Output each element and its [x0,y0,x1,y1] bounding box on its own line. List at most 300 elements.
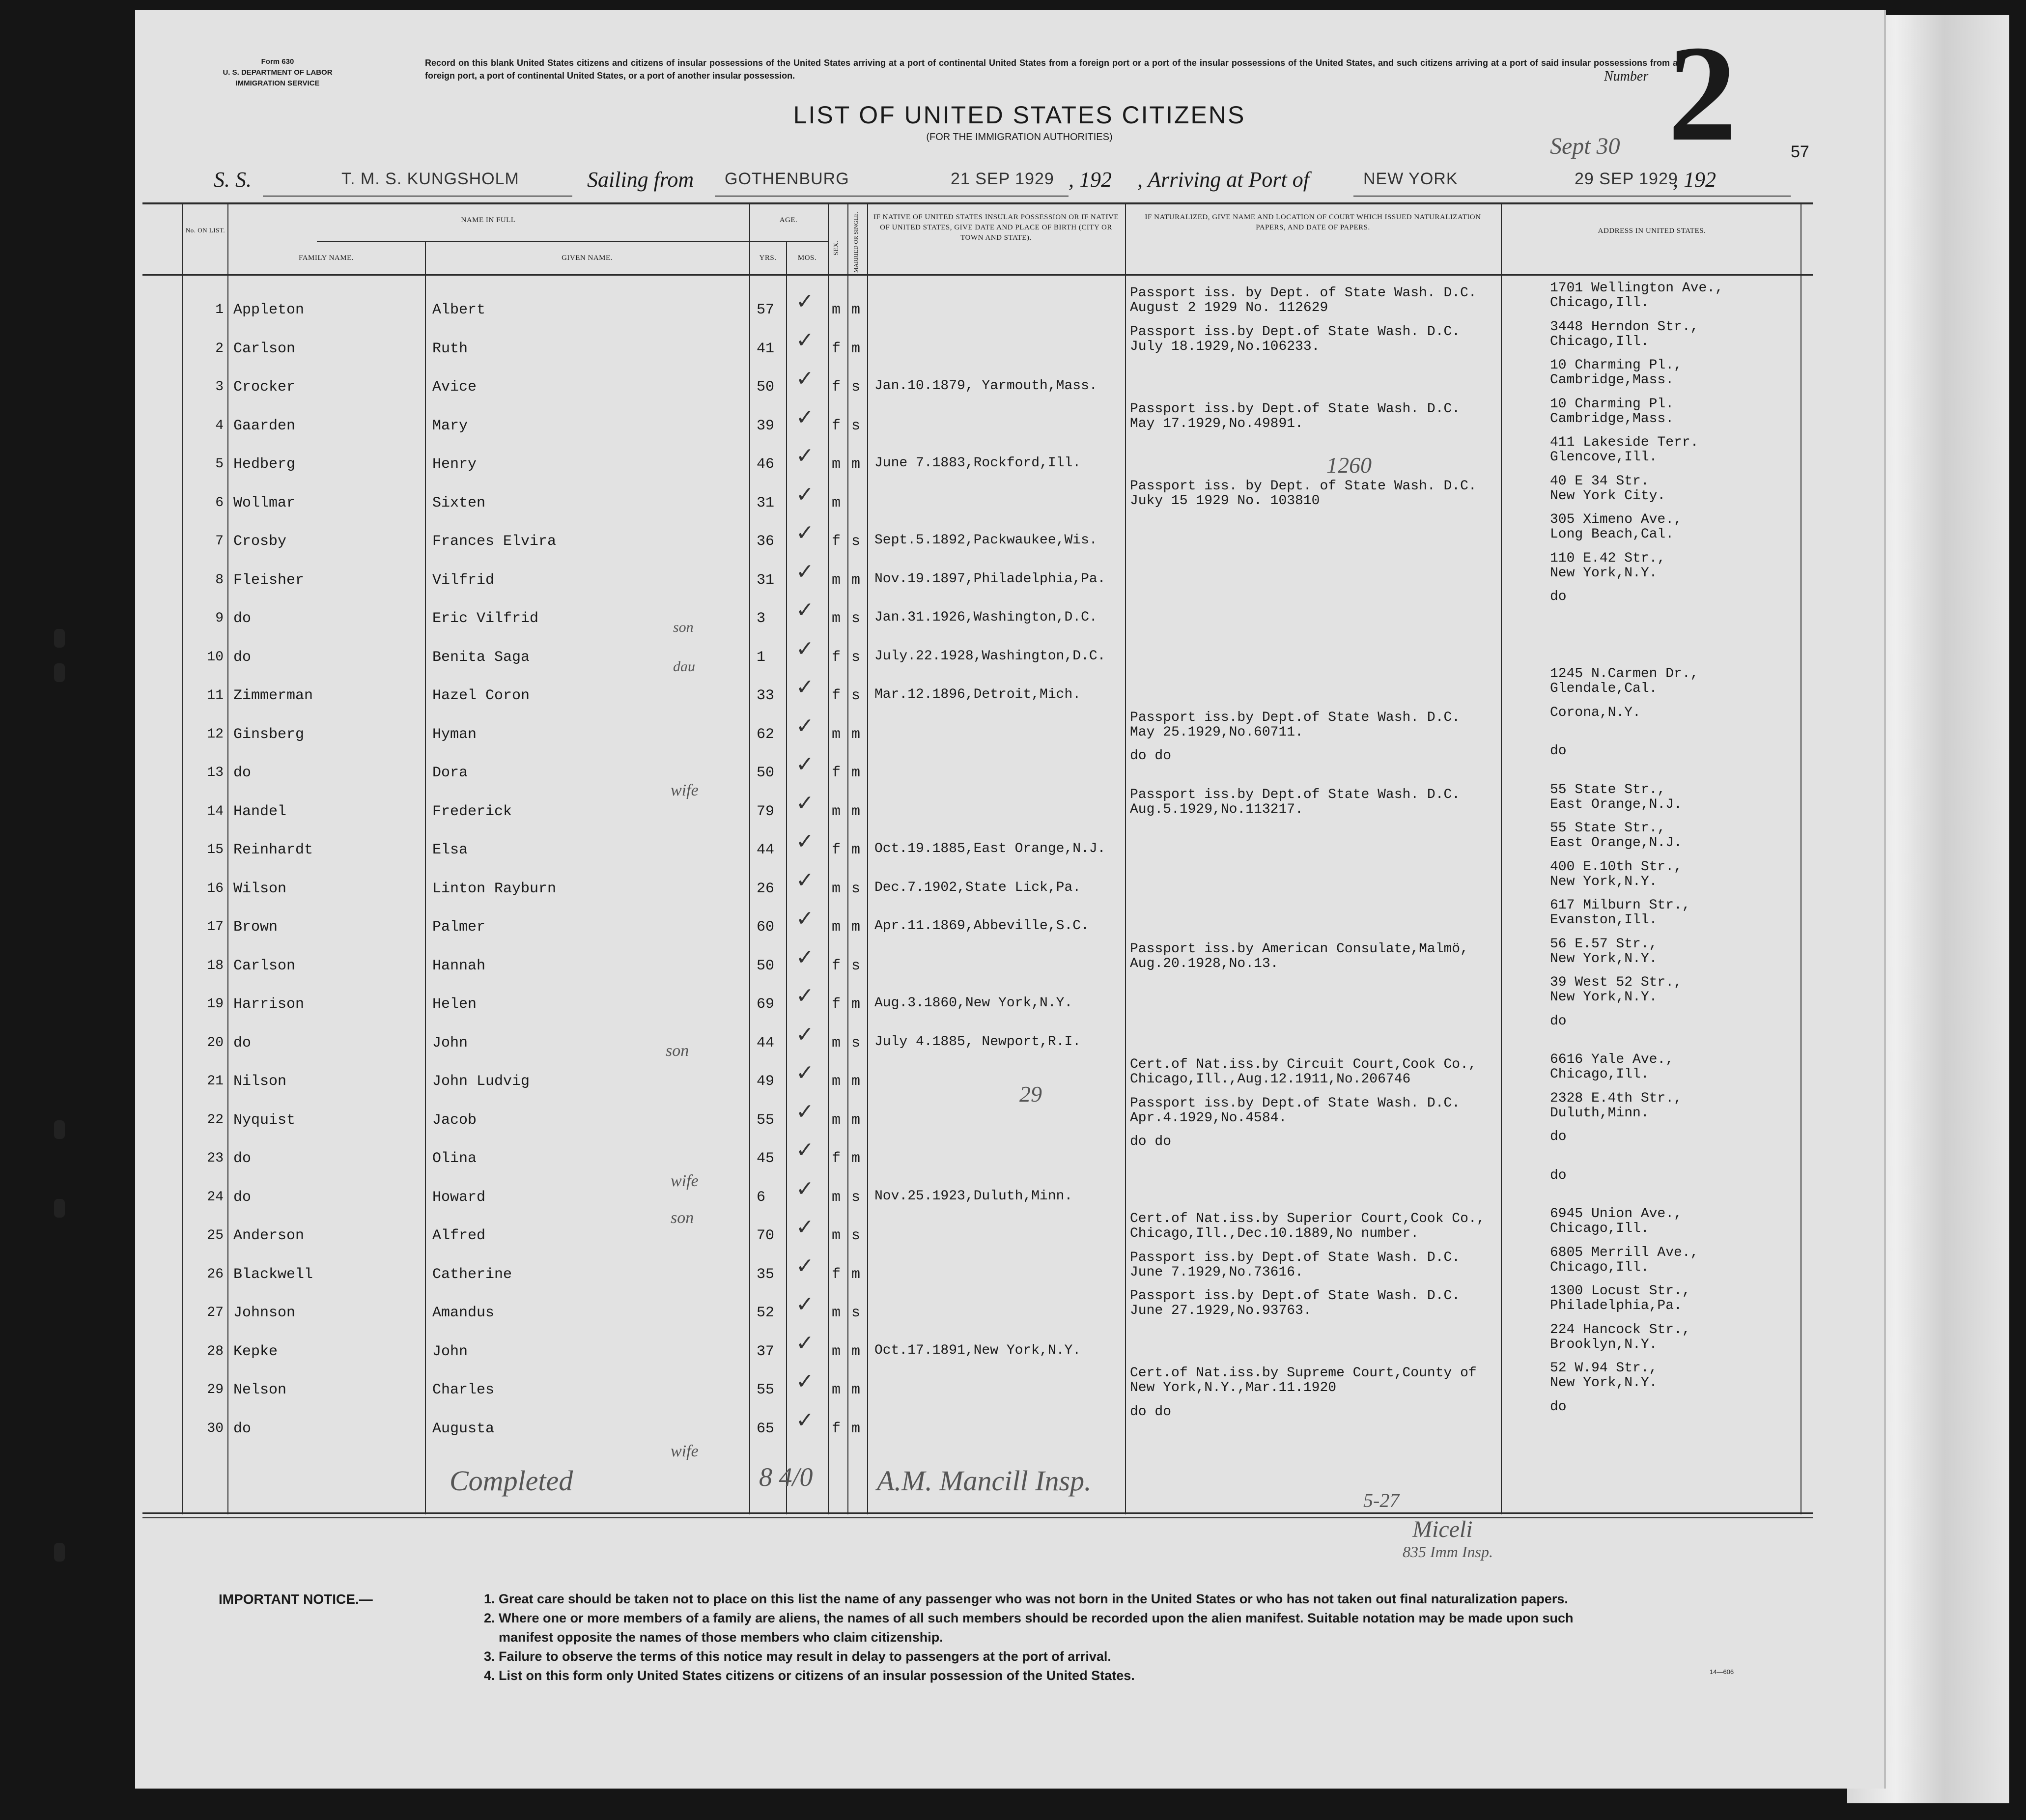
sex: f [832,1150,841,1167]
address-line: Corona,N.Y. [1550,705,1641,720]
family-name: do [233,765,252,781]
year-suffix: , 192 [1069,168,1112,192]
check-mark-icon: ✓ [796,560,814,584]
birth-date-place: July 4.1885, Newport,R.I. [874,1034,1081,1050]
sex: m [832,302,841,318]
sex: f [832,341,841,357]
address-line: 617 Milburn Str., [1550,898,1690,913]
given-name: Mary [432,418,468,434]
address-line: 224 Hancock Str., [1550,1322,1690,1337]
given-name: Catherine [432,1266,512,1283]
address-line: New York,N.Y. [1550,951,1658,967]
naturalization-papers: New York,N.Y.,Mar.11.1920 [1130,1380,1337,1395]
check-mark-icon: ✓ [796,1061,814,1085]
given-name: Albert [432,302,486,318]
naturalization-papers: Aug.20.1928,No.13. [1130,956,1279,971]
marital-status: m [851,765,861,781]
notice-label: IMPORTANT NOTICE.— [219,1592,373,1607]
check-mark-icon: ✓ [796,984,814,1008]
relation-note: wife [671,1442,699,1460]
binder-hole [54,1543,65,1562]
naturalization-papers: August 2 1929 No. 112629 [1130,300,1328,315]
year-suffix: , 192 [1673,168,1716,192]
age-years: 49 [757,1073,775,1090]
given-name: Elsa [432,842,468,858]
given-name: Olina [432,1150,477,1167]
notice-item: 2. Where one or more members of a family are aliens, the names of all such members should be recorded upon the alien manifest. Suitable notation may be made upon such [484,1611,1574,1625]
binder-hole [54,663,65,682]
sex: m [832,881,841,897]
address-line: New York,N.Y. [1550,566,1658,581]
birth-date-place: Nov.19.1897,Philadelphia,Pa. [874,571,1106,587]
check-mark-icon: ✓ [796,521,814,545]
family-name: do [233,1189,252,1206]
check-mark-icon: ✓ [796,1100,814,1124]
address-line: 56 E.57 Str., [1550,937,1658,952]
departure-date: 21 SEP 1929 [951,170,1054,188]
relation-note: dau [673,658,695,675]
signature: Miceli [1412,1516,1473,1542]
row-number: 3 [215,379,224,395]
row-number: 20 [207,1035,224,1051]
address-line: 1300 Locust Str., [1550,1283,1690,1299]
row-number: 1 [215,302,224,317]
age-years: 65 [757,1421,775,1437]
check-mark-icon: ✓ [796,1254,814,1278]
naturalization-papers: Aug.5.1929,No.113217. [1130,802,1303,817]
address-line: New York,N.Y. [1550,1375,1658,1391]
check-mark-icon: ✓ [796,1138,814,1162]
naturalization-papers: Cert.of Nat.iss.by Supreme Court,County of [1130,1365,1477,1381]
marital-status: m [851,1266,861,1283]
marital-status: m [851,919,861,936]
row-number: 7 [215,534,224,549]
row-number: 2 [215,341,224,356]
row-number: 30 [207,1421,224,1436]
family-name: Zimmerman [233,687,313,704]
check-mark-icon: ✓ [796,1331,814,1355]
ship-name: T. M. S. KUNGSHOLM [341,170,519,188]
sailing-from-label: Sailing from [587,168,694,192]
marital-status: s [851,379,861,396]
address-line: Cambridge,Mass. [1550,411,1674,427]
age-years: 45 [757,1150,775,1167]
sex: m [832,610,841,627]
age-years: 35 [757,1266,775,1283]
check-mark-icon: ✓ [796,675,814,699]
family-name: Ginsberg [233,726,305,743]
list-number: 2 [1668,17,1737,170]
header-given-name: GIVEN NAME. [562,254,613,262]
given-name: Jacob [432,1112,477,1129]
family-name: Johnson [233,1305,296,1321]
naturalization-papers: Passport iss. by Dept. of State Wash. D.C. [1130,479,1477,494]
check-mark-icon: ✓ [796,598,814,622]
address-line: 55 State Str., [1550,782,1666,797]
header-sex: SEX. [833,241,840,256]
naturalization-papers: Passport iss.by Dept.of State Wash. D.C. [1130,324,1461,340]
birth-date-place: Nov.25.1923,Duluth,Minn. [874,1189,1073,1204]
family-name: Wilson [233,881,287,897]
age-years: 50 [757,379,775,396]
check-mark-icon: ✓ [796,907,814,931]
family-name: do [233,610,252,627]
address-line: Chicago,Ill. [1550,1221,1649,1236]
birth-date-place: Sept.5.1892,Packwaukee,Wis. [874,533,1097,548]
given-name: John Ludvig [432,1073,530,1090]
naturalization-papers: Chicago,Ill.,Dec.10.1889,No number. [1130,1226,1419,1241]
marital-status: m [851,996,861,1013]
address-line: Long Beach,Cal. [1550,527,1674,542]
birth-date-place: Jan.10.1879, Yarmouth,Mass. [874,378,1097,394]
sex: m [832,1035,841,1052]
marital-status: s [851,649,861,666]
age-years: 6 [757,1189,766,1206]
age-years: 62 [757,726,775,743]
age-years: 70 [757,1227,775,1244]
check-mark-icon: ✓ [796,289,814,313]
check-mark-icon: ✓ [796,1215,814,1239]
address-line: East Orange,N.J. [1550,835,1682,851]
family-name: Blackwell [233,1266,313,1283]
address-line: Chicago,Ill. [1550,334,1649,349]
marital-status: m [851,1112,861,1129]
sex: f [832,1266,841,1283]
row-number: 12 [207,727,224,742]
given-name: Sixten [432,495,486,512]
row-number: 23 [207,1151,224,1166]
row-number: 16 [207,881,224,896]
row-number: 9 [215,611,224,626]
marital-status: s [851,1227,861,1244]
sex: f [832,996,841,1013]
arriving-label: , Arriving at Port of [1137,168,1309,192]
age-years: 39 [757,418,775,434]
arrival-port: NEW YORK [1363,170,1458,188]
age-years: 52 [757,1305,775,1321]
naturalization-papers: do do [1130,748,1172,764]
form-identifier [174,57,381,89]
age-years: 41 [757,341,775,357]
address-line: 400 E.10th Str., [1550,859,1682,875]
sex: f [832,842,841,858]
family-name: Carlson [233,341,296,357]
sex: m [832,1382,841,1398]
age-years: 55 [757,1112,775,1129]
notice-item: 4. List on this form only United States citizens or citizens of an insular possession of the United States. [484,1668,1135,1683]
address-line: Evanston,Ill. [1550,912,1658,928]
ss-label: S. S. [214,168,252,192]
naturalization-papers: Cert.of Nat.iss.by Circuit Court,Cook Co., [1130,1057,1477,1072]
family-name: Fleisher [233,572,305,589]
given-name: Henry [432,456,477,473]
check-mark-icon: ✓ [796,1177,814,1201]
address-line: 6616 Yale Ave., [1550,1052,1674,1067]
address-line: Cambridge,Mass. [1550,372,1674,388]
family-name: Kepke [233,1343,278,1360]
binder-hole [54,629,65,648]
check-mark-icon: ✓ [796,637,814,661]
naturalization-papers: do do [1130,1134,1172,1149]
marital-status: m [851,1382,861,1398]
birth-date-place: Jan.31.1926,Washington,D.C. [874,610,1097,625]
family-name: Wollmar [233,495,296,512]
sex: m [832,726,841,743]
family-name: Nyquist [233,1112,296,1129]
header-yrs: YRS. [759,254,777,262]
family-name: do [233,649,252,666]
address-line: 10 Charming Pl., [1550,358,1682,373]
family-name: Handel [233,803,287,820]
age-years: 3 [757,610,766,627]
marital-status: m [851,842,861,858]
header-native-birth: IF NATIVE OF UNITED STATES INSULAR POSSESSION OR IF NATIVE OF UNITED STATES, GIVE DATE AND PLACE OF BIRTH (CITY OR TOWN AND STATE). [873,213,1119,242]
marital-status: m [851,302,861,318]
given-name: Hyman [432,726,477,743]
given-name: Dora [432,765,468,781]
birth-date-place: Aug.3.1860,New York,N.Y. [874,995,1073,1011]
inspector-signature: A.M. Mancill Insp. [877,1465,1092,1497]
naturalization-papers: Passport iss.by Dept.of State Wash. D.C. [1130,1250,1461,1265]
address-line: 55 State Str., [1550,821,1666,836]
sex: m [832,495,841,512]
naturalization-papers: Passport iss.by Dept.of State Wash. D.C. [1130,787,1461,802]
row-number: 25 [207,1228,224,1243]
relation-note: wife [671,1172,699,1190]
marital-status: s [851,1189,861,1206]
naturalization-papers: May 17.1929,No.49891. [1130,416,1303,431]
age-years: 44 [757,1035,775,1052]
naturalization-papers: do do [1130,1404,1172,1420]
address-line: New York City. [1550,488,1666,504]
address-line: Brooklyn,N.Y. [1550,1337,1658,1352]
address-line: New York,N.Y. [1550,874,1658,889]
sex: f [832,1421,841,1437]
given-name: Amandus [432,1305,495,1321]
age-years: 46 [757,456,775,473]
naturalization-papers: Passport iss.by Dept.of State Wash. D.C. [1130,401,1461,417]
header-age: AGE. [779,216,798,224]
header-no-on-list: No. ON LIST. [185,227,225,234]
given-name: Frederick [432,803,512,820]
age-years: 60 [757,919,775,936]
family-name: do [233,1035,252,1052]
sex: m [832,572,841,589]
header-naturalized: IF NATURALIZED, GIVE NAME AND LOCATION OF COURT WHICH ISSUED NATURALIZATION PAPERS, AND DATE OF PAPERS. [1145,213,1481,231]
page-subtitle: (FOR THE IMMIGRATION AUTHORITIES) [926,132,1113,142]
sex: m [832,1305,841,1321]
check-mark-icon: ✓ [796,328,814,352]
given-name: Benita Saga [432,649,530,666]
naturalization-papers: June 27.1929,No.93763. [1130,1303,1312,1318]
form-number: Form 630 [261,57,294,66]
given-name: Augusta [432,1421,495,1437]
age-years: 55 [757,1382,775,1398]
check-mark-icon: ✓ [796,405,814,429]
address-line: 40 E 34 Str. [1550,474,1649,489]
family-name: Nilson [233,1073,287,1090]
row-number: 28 [207,1344,224,1359]
row-number: 4 [215,418,224,433]
given-name: Linton Rayburn [432,881,557,897]
row-number: 29 [207,1382,224,1397]
age-years: 79 [757,803,775,820]
given-name: Frances Elvira [432,533,557,550]
arrival-date: 29 SEP 1929 [1575,170,1678,188]
given-name: Ruth [432,341,468,357]
given-name: Hazel Coron [432,687,530,704]
header-mos: MOS. [797,254,817,262]
sex: m [832,1227,841,1244]
naturalization-papers: July 18.1929,No.106233. [1130,339,1320,354]
check-mark-icon: ✓ [796,868,814,892]
given-name: Avice [432,379,477,396]
notice-item: 3. Failure to observe the terms of this notice may result in delay to passengers at the port of arrival. [484,1649,1111,1664]
page-number: 57 [1791,142,1809,161]
age-years: 26 [757,881,775,897]
naturalization-papers: Juky 15 1929 No. 103810 [1130,493,1320,509]
sex: m [832,1073,841,1090]
address-line: do [1550,1168,1567,1183]
address-line: 411 Lakeside Terr. [1550,435,1699,450]
address-line: Glendale,Cal. [1550,681,1658,696]
age-years: 69 [757,996,775,1013]
marital-status: s [851,958,861,974]
service-name: IMMIGRATION SERVICE [235,79,320,87]
age-years: 44 [757,842,775,858]
birth-date-place: Oct.19.1885,East Orange,N.J. [874,841,1106,856]
marital-status: m [851,1150,861,1167]
given-name: Helen [432,996,477,1013]
row-number: 27 [207,1305,224,1320]
naturalization-papers: Cert.of Nat.iss.by Superior Court,Cook Co., [1130,1211,1485,1226]
naturalization-papers: Passport iss.by Dept.of State Wash. D.C. [1130,1288,1461,1304]
address-line: 1245 N.Carmen Dr., [1550,666,1699,682]
sex: m [832,919,841,936]
tally-note: 5-27 [1363,1489,1400,1511]
marital-status: s [851,610,861,627]
birth-date-place: July.22.1928,Washington,D.C. [874,649,1106,664]
marital-status: s [851,881,861,897]
check-mark-icon: ✓ [796,367,814,391]
naturalization-papers: Passport iss.by Dept.of State Wash. D.C. [1130,710,1461,725]
family-name: do [233,1421,252,1437]
signature-note: 835 Imm Insp. [1403,1543,1493,1561]
naturalization-papers: Passport iss.by Dept.of State Wash. D.C. [1130,1096,1461,1111]
address-line: 110 E.42 Str., [1550,551,1666,566]
row-number: 15 [207,842,224,857]
given-name: Alfred [432,1227,486,1244]
check-mark-icon: ✓ [796,483,814,507]
family-name: Crocker [233,379,296,396]
marital-status: m [851,456,861,473]
address-line: 10 Charming Pl. [1550,397,1674,412]
address-line: 6805 Merrill Ave., [1550,1245,1699,1260]
row-number: 18 [207,958,224,973]
sex: m [832,456,841,473]
given-name: John [432,1035,468,1052]
naturalization-papers: June 7.1929,No.73616. [1130,1265,1303,1280]
address-line: 39 West 52 Str., [1550,975,1682,990]
sex: f [832,379,841,396]
department-name: U. S. DEPARTMENT OF LABOR [223,68,333,77]
sex: f [832,649,841,666]
given-name: Charles [432,1382,495,1398]
record-instructions: Record on this blank United States citizens and citizens of insular possessions of the United States arriving at a port of continental United States from a foreign port or a port of the insular possessions of the United States, and such citizens arriving at a port of said insular possessions from a foreign port, a port of continental United States, or a port of another insular possession. [425,58,1678,81]
birth-date-place: June 7.1883,Rockford,Ill. [874,455,1081,471]
marital-status: s [851,687,861,704]
marital-status: m [851,572,861,589]
address-line: New York,N.Y. [1550,990,1658,1005]
row-number: 19 [207,996,224,1012]
row-number: 26 [207,1267,224,1282]
sex: f [832,533,841,550]
marital-status: s [851,533,861,550]
family-name: Anderson [233,1227,305,1244]
notice-item: manifest opposite the names of those members who claim citizenship. [499,1630,943,1645]
sex: f [832,765,841,781]
address-line: 305 Ximeno Ave., [1550,512,1682,527]
given-name: Howard [432,1189,486,1206]
check-mark-icon: ✓ [796,444,814,468]
row-number: 10 [207,650,224,665]
given-name: Eric Vilfrid [432,610,539,627]
age-years: 57 [757,302,775,318]
margin-number: 29 [1019,1081,1042,1107]
row-number: 6 [215,495,224,511]
address-line: do [1550,589,1567,604]
sex: f [832,687,841,704]
address-line: Duluth,Minn. [1550,1106,1649,1121]
family-name: Appleton [233,302,305,318]
footer-code: 14—606 [1710,1668,1734,1676]
address-line: do [1550,1129,1567,1144]
row-number: 24 [207,1190,224,1205]
sex: m [832,1189,841,1206]
age-years: 50 [757,958,775,974]
completed-count: 8 4/0 [759,1462,813,1492]
birth-date-place: Mar.12.1896,Detroit,Mich. [874,687,1081,702]
relation-note: wife [671,781,699,799]
address-line: Glencove,Ill. [1550,450,1658,465]
row-number: 8 [215,572,224,588]
sex: f [832,958,841,974]
date-correction: Sept 30 [1550,133,1620,159]
row-number: 21 [207,1074,224,1089]
given-name: Palmer [432,919,486,936]
family-name: do [233,1150,252,1167]
age-years: 1 [757,649,766,666]
marital-status: s [851,1305,861,1321]
given-name: Vilfrid [432,572,495,589]
row-number: 14 [207,804,224,819]
family-name: Gaarden [233,418,296,434]
age-years: 36 [757,533,775,550]
naturalization-papers: Passport iss.by American Consulate,Malmö, [1130,941,1468,957]
given-name: John [432,1343,468,1360]
marital-status: m [851,803,861,820]
header-address: ADDRESS IN UNITED STATES. [1598,227,1706,235]
row-number: 22 [207,1112,224,1128]
page-title: LIST OF UNITED STATES CITIZENS [793,101,1246,129]
address-line: 52 W.94 Str., [1550,1361,1658,1376]
naturalization-papers: Apr.4.1929,No.4584. [1130,1110,1287,1126]
given-name: Hannah [432,958,486,974]
family-name: Nelson [233,1382,287,1398]
header-family-name: FAMILY NAME. [299,254,354,262]
family-name: Carlson [233,958,296,974]
naturalization-papers: May 25.1929,No.60711. [1130,725,1303,740]
